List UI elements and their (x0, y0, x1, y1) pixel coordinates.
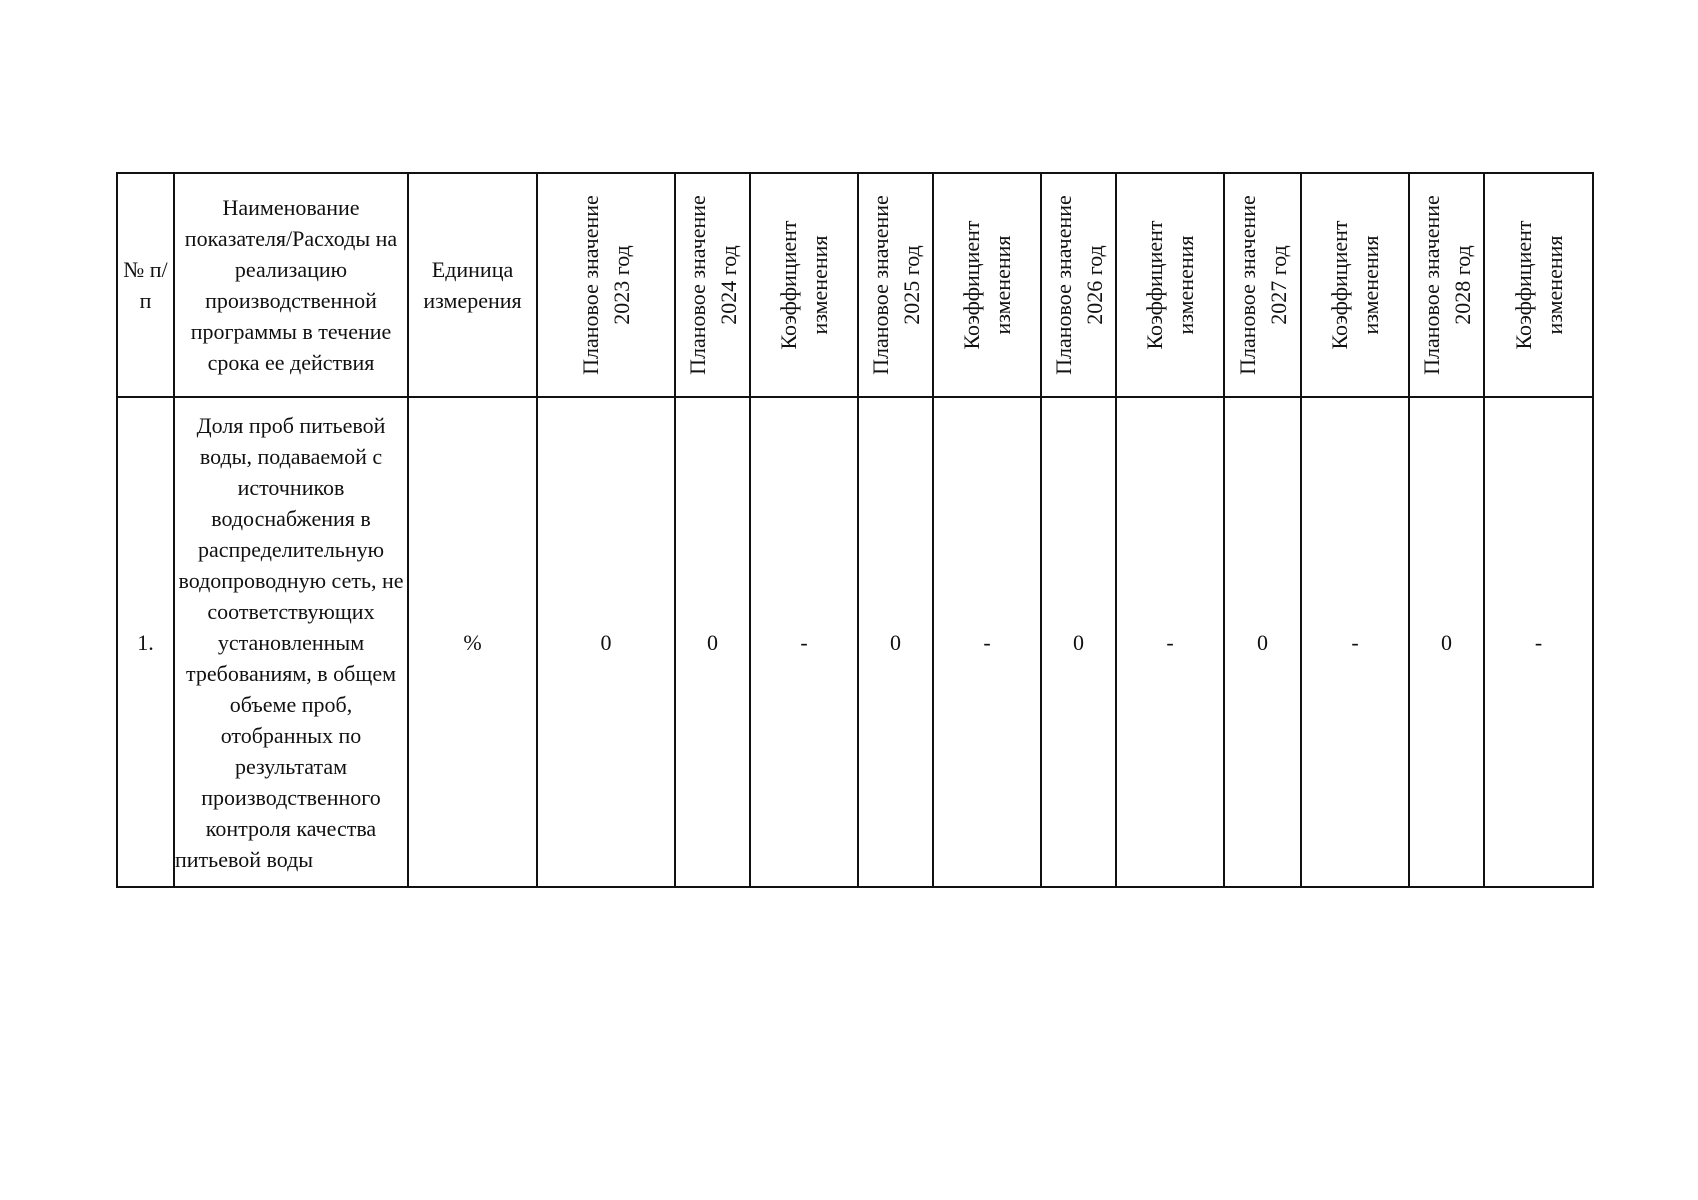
cell-name: Доля проб питьевой воды, подаваемой с источников водоснабжения в распределительную водопроводную сеть, не соответствующих установленным требованиям, в общем объеме проб, отобранных по результатам производственного контроля качества питьевой воды (174, 397, 408, 887)
cell-plan-2025: 0 (858, 397, 933, 887)
cell-plan-2024: 0 (675, 397, 750, 887)
header-coef-2026: Коэффициент изменения (1116, 173, 1224, 397)
header-plan-2025: Плановое значение 2025 год (858, 173, 933, 397)
header-name: Наименование показателя/Расходы на реализацию производственной программы в течение срока ее действия (174, 173, 408, 397)
table-header-row (117, 173, 1593, 397)
cell-plan-2026: 0 (1041, 397, 1116, 887)
cell-coef-2026: - (1116, 397, 1224, 887)
header-coef-2024: Коэффициент изменения (750, 173, 858, 397)
header-unit: Единица измерения (408, 173, 537, 397)
cell-num: 1. (117, 397, 174, 887)
cell-plan-2028: 0 (1409, 397, 1484, 887)
header-coef-2028: Коэффициент изменения (1484, 173, 1593, 397)
cell-coef-2027: - (1301, 397, 1409, 887)
header-plan-2024: Плановое значение 2024 год (675, 173, 750, 397)
table-row (117, 397, 1593, 887)
header-plan-2028: Плановое значение 2028 год (1409, 173, 1484, 397)
header-coef-2025: Коэффициент изменения (933, 173, 1041, 397)
cell-coef-2028: - (1484, 397, 1593, 887)
cell-coef-2025: - (933, 397, 1041, 887)
indicators-table (116, 172, 1594, 888)
cell-coef-2024: - (750, 397, 858, 887)
cell-plan-2027: 0 (1224, 397, 1301, 887)
header-plan-2023: Плановое значение 2023 год (537, 173, 675, 397)
header-plan-2026: Плановое значение 2026 год (1041, 173, 1116, 397)
header-plan-2027: Плановое значение 2027 год (1224, 173, 1301, 397)
header-num: № п/п (117, 173, 174, 397)
cell-unit: % (408, 397, 537, 887)
cell-plan-2023: 0 (537, 397, 675, 887)
header-coef-2027: Коэффициент изменения (1301, 173, 1409, 397)
